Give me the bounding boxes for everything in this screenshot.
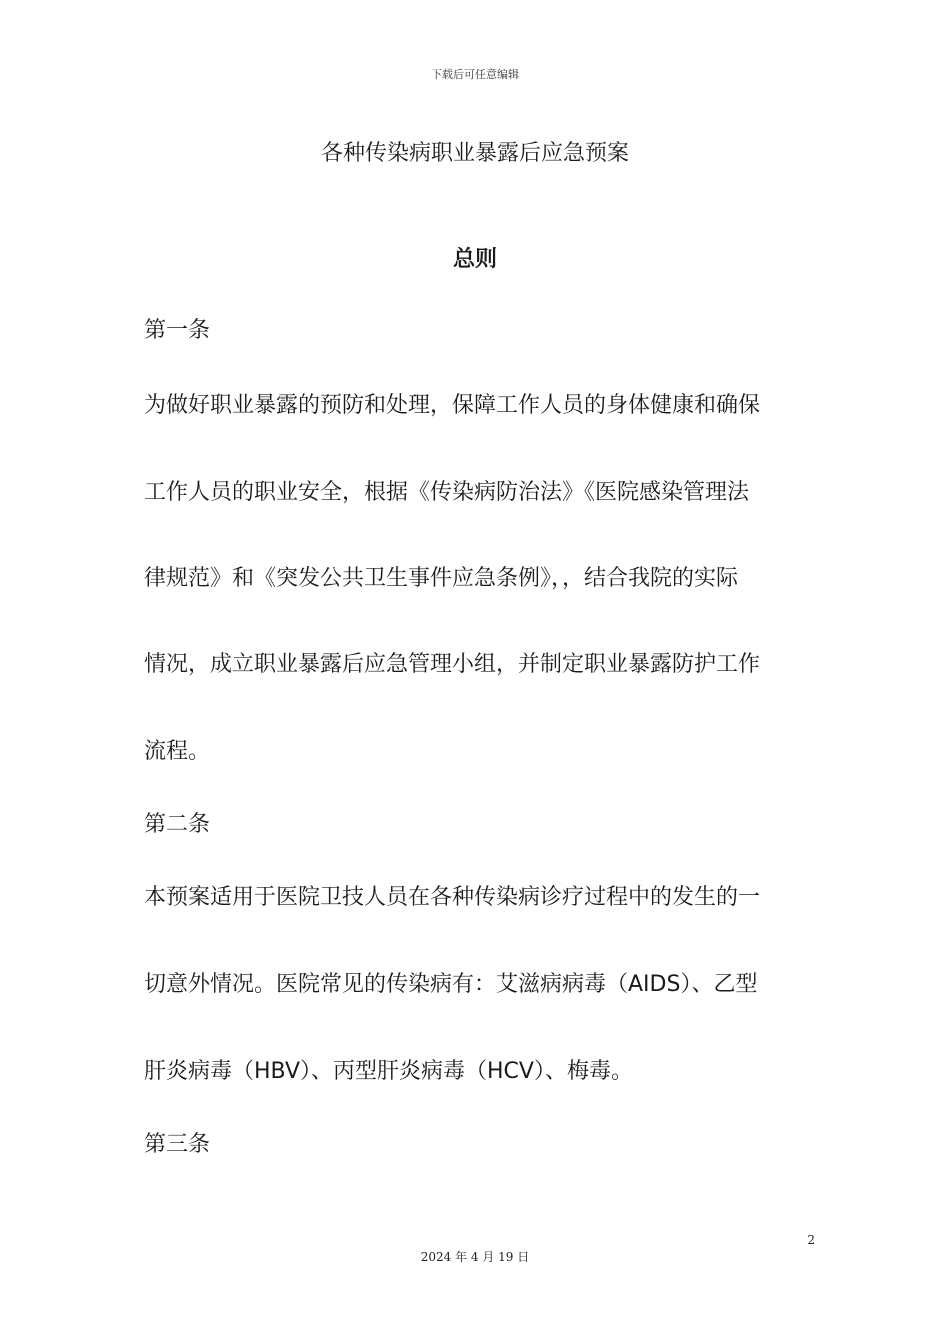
- article-1-line: 律规范》和《突发公共卫生事件应急条例》，，结合我院的实际: [144, 566, 739, 591]
- article-1-line: 工作人员的职业安全，根据《传染病防治法》《医院感染管理法: [144, 480, 750, 505]
- document-title: 各种传染病职业暴露后应急预案: [320, 141, 629, 166]
- header-note: 下载后可任意编辑: [431, 68, 519, 81]
- article-1-line: 流程。: [144, 739, 211, 764]
- article-2-line: 本预案适用于医院卫技人员在各种传染病诊疗过程中的发生的一: [144, 885, 761, 910]
- article-1-line: 为做好职业暴露的预防和处理，保障工作人员的身体健康和确保: [144, 393, 761, 418]
- article-1-label: 第一条: [144, 318, 211, 343]
- article-1-line: 情况，成立职业暴露后应急管理小组，并制定职业暴露防护工作: [144, 652, 761, 677]
- footer-date: 2024 年 4 月 19 日: [420, 1250, 530, 1264]
- article-2-line: 肝炎病毒（HBV）、丙型肝炎病毒（HCV）、梅毒。: [144, 1059, 633, 1084]
- article-3-label: 第三条: [144, 1132, 211, 1157]
- section-heading: 总则: [452, 247, 497, 272]
- page-number: 2: [807, 1233, 815, 1247]
- article-2-label: 第二条: [144, 812, 211, 837]
- article-2-line: 切意外情况。医院常见的传染病有：艾滋病病毒（AIDS）、乙型: [144, 972, 758, 997]
